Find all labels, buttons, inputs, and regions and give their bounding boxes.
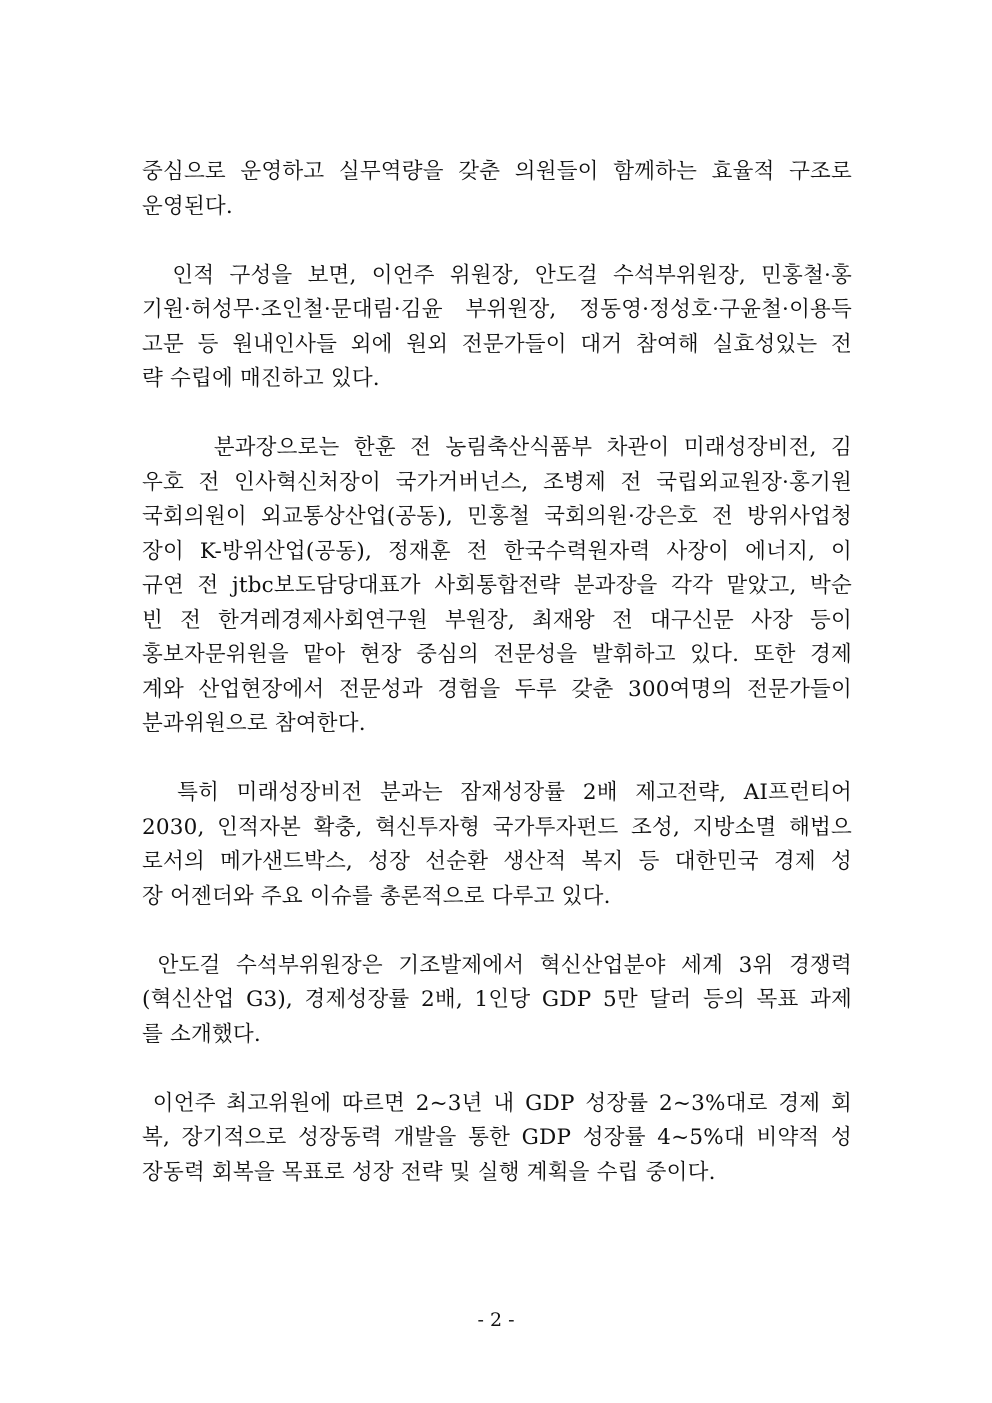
text-line: 규연 전 jtbc보도담당대표가 사회통합전략 분과장을 각각 맡았고, 박순 [142, 573, 852, 598]
text-line: 홍보자문위원을 맡아 현장 중심의 전문성을 발휘하고 있다. 또한 경제 [142, 642, 852, 667]
paragraph-gap [142, 914, 852, 949]
text-line: 복, 장기적으로 성장동력 개발을 통한 GDP 성장률 4~5%대 비약적 성 [142, 1125, 852, 1150]
text-line: 로서의 메가샌드박스, 성장 선순환 생산적 복지 등 대한민국 경제 성 [142, 849, 852, 874]
paragraph-5 [142, 949, 852, 1053]
text-line: 특히 미래성장비전 분과는 잠재성장률 2배 제고전략, AI프런티어 [142, 780, 852, 805]
text-line: 략 수립에 매진하고 있다. [142, 366, 380, 391]
text-line: 기원·허성무·조인철·문대림·김윤 부위원장, 정동영·정성호·구윤철·이용득 [142, 297, 852, 322]
text-line: 2030, 인적자본 확충, 혁신투자형 국가투자펀드 조성, 지방소멸 해법으 [142, 814, 852, 840]
paragraph-gap [142, 224, 852, 259]
text-line: 중심으로 운영하고 실무역량을 갖춘 의원들이 함께하는 효율적 구조로 [142, 159, 852, 184]
text-line: 빈 전 한겨레경제사회연구원 부원장, 최재왕 전 대구신문 사장 등이 [142, 607, 852, 633]
paragraph-gap [142, 742, 852, 777]
text-line: 운영된다. [142, 193, 233, 219]
text-line: 인적 구성을 보면, 이언주 위원장, 안도걸 수석부위원장, 민홍철·홍 [142, 262, 852, 288]
paragraph-6 [142, 1087, 852, 1191]
text-line: 안도걸 수석부위원장은 기조발제에서 혁신산업분야 세계 3위 경쟁력 [142, 952, 852, 978]
text-line: 장동력 회복을 목표로 성장 전략 및 실행 계획을 수립 중이다. [142, 1159, 716, 1185]
paragraph-gap [142, 397, 852, 432]
text-line: (혁신산업 G3), 경제성장률 2배, 1인당 GDP 5만 달러 등의 목표 과제 [142, 987, 852, 1012]
text-line: 분과장으로는 한훈 전 농림축산식품부 차관이 미래성장비전, 김 [142, 435, 852, 460]
paragraph-4 [142, 776, 852, 914]
paragraph-2 [142, 259, 852, 397]
text-line: 이언주 최고위원에 따르면 2~3년 내 GDP 성장률 2~3%대로 경제 회 [142, 1090, 852, 1116]
text-line: 장이 K-방위산업(공동), 정재훈 전 한국수력원자력 사장이 에너지, 이 [142, 538, 852, 564]
text-line: 국회의원이 외교통상산업(공동), 민홍철 국회의원·강은호 전 방위사업청 [142, 504, 852, 529]
paragraph-1 [142, 155, 852, 224]
body-text [142, 155, 852, 1190]
text-line: 장 어젠더와 주요 이슈를 총론적으로 다루고 있다. [142, 883, 611, 909]
text-line: 분과위원으로 참여한다. [142, 711, 366, 736]
text-line: 계와 산업현장에서 전문성과 경험을 두루 갖춘 300여명의 전문가들이 [142, 676, 852, 702]
paragraph-3 [142, 431, 852, 742]
text-line: 우호 전 인사혁신처장이 국가거버넌스, 조병제 전 국립외교원장·홍기원 [142, 469, 852, 495]
page-number: - 2 - [477, 1309, 515, 1331]
paragraph-gap [142, 1052, 852, 1087]
text-line: 를 소개했다. [142, 1021, 261, 1047]
text-line: 고문 등 원내인사들 외에 원외 전문가들이 대거 참여해 실효성있는 전 [142, 331, 852, 357]
